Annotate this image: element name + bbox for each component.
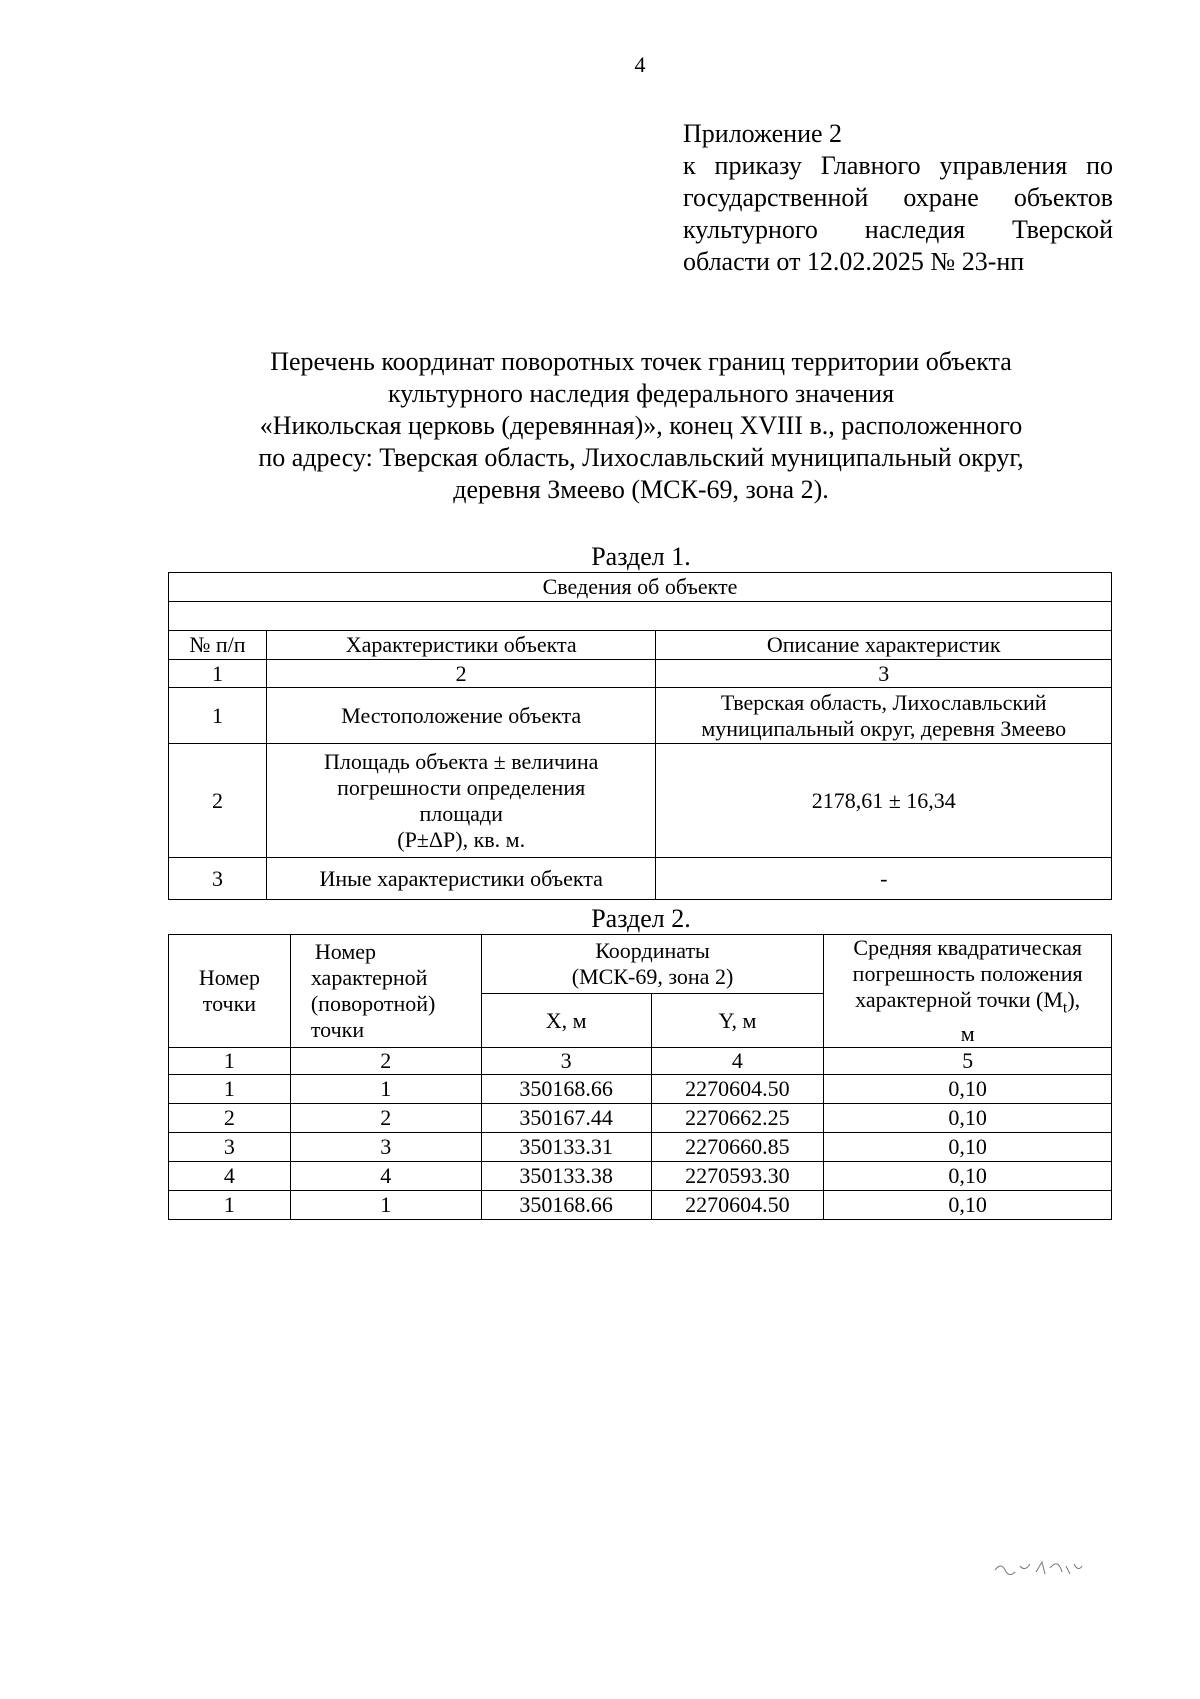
row-characteristic: Иные характеристики объекта [266, 858, 656, 900]
title-line-3: «Никольская церковь (деревянная)», конец XVIII в., расположенного [259, 411, 1023, 440]
cell-char-point: 2 [290, 1104, 481, 1133]
header-char-point [290, 935, 481, 1048]
characteristic-line: (P±ΔP), кв. м. [397, 826, 526, 852]
header-line: Средняя квадратическая [853, 935, 1082, 960]
header-line: точки [310, 1017, 365, 1043]
cell-char-point: 4 [290, 1162, 481, 1191]
title-line-5: деревня Змеево (МСК-69, зона 2). [453, 475, 829, 504]
header-y: Y, м [651, 994, 824, 1048]
numbering-cell: 4 [651, 1048, 824, 1075]
table-row [169, 1162, 1112, 1191]
header-line: Координаты [595, 938, 710, 964]
cell-char-point: 1 [290, 1075, 481, 1104]
cell-char-point: 3 [290, 1133, 481, 1162]
title-line-1: Перечень координат поворотных точек границ территории объекта [270, 347, 1012, 376]
title-line-2: культурного наследия федерального значения [387, 379, 895, 408]
characteristic-line: Площадь объекта ± величина [324, 748, 599, 774]
error-subscript: t [1062, 999, 1068, 1017]
cell-error: 0,10 [824, 1191, 1112, 1220]
header-line: (поворотной) [310, 991, 436, 1017]
numbering-cell: 2 [266, 660, 656, 688]
row-num: 1 [169, 688, 267, 744]
header-line: (МСК-69, зона 2) [571, 964, 734, 990]
numbering-cell: 3 [481, 1048, 651, 1075]
section1-empty-row [169, 602, 1112, 631]
title-line-4: по адресу: Тверская область, Лихославльский муниципальный округ, [258, 443, 1024, 472]
numbering-cell: 2 [290, 1048, 481, 1075]
cell-y: 2270593.30 [651, 1162, 824, 1191]
cell-point: 4 [169, 1162, 291, 1191]
header-point-number: Номер точки [169, 935, 291, 1048]
table-row [169, 1191, 1112, 1220]
numbering-cell: 3 [656, 660, 1112, 688]
section1-table [168, 572, 1112, 900]
cell-point: 3 [169, 1133, 291, 1162]
cell-y: 2270660.85 [651, 1133, 824, 1162]
header-x: X, м [481, 994, 651, 1048]
header-line [828, 987, 1107, 1021]
numbering-cell: 1 [169, 660, 267, 688]
table-row [169, 744, 1112, 858]
header-line: погрешность положения [852, 961, 1083, 986]
appendix-title: Приложение 2 [683, 119, 843, 148]
cell-x: 350168.66 [481, 1075, 651, 1104]
header-error [824, 935, 1112, 1048]
cell-error: 0,10 [824, 1162, 1112, 1191]
numbering-cell: 1 [169, 1048, 291, 1075]
header-characteristic: Характеристики объекта [266, 631, 656, 660]
appendix-block [683, 118, 1113, 278]
document-title [160, 346, 1122, 506]
appendix-body: к приказу Главного управления по государственной охране объектов культурного наследия Тверской области от 12.02.2025 № 23-нп [683, 151, 1113, 276]
cell-point: 2 [169, 1104, 291, 1133]
row-num: 2 [169, 744, 267, 858]
row-description: - [656, 858, 1112, 900]
cell-char-point: 1 [290, 1191, 481, 1220]
section2-table [168, 934, 1112, 1220]
cell-y: 2270604.50 [651, 1191, 824, 1220]
table-row [169, 1133, 1112, 1162]
cell-x: 350133.38 [481, 1162, 651, 1191]
cell-error: 0,10 [824, 1104, 1112, 1133]
header-description: Описание характеристик [656, 631, 1112, 660]
section2-heading: Раздел 2. [591, 904, 691, 933]
row-characteristic: Местоположение объекта [266, 688, 656, 744]
header-coordinates [481, 935, 824, 994]
section1-caption: Сведения об объекте [169, 573, 1112, 602]
page-number: 4 [634, 52, 646, 77]
characteristic-line: площади [419, 800, 503, 826]
cell-error: 0,10 [824, 1133, 1112, 1162]
header-line: м [960, 1021, 975, 1047]
table-row [169, 688, 1112, 744]
table-row [169, 1104, 1112, 1133]
cell-point: 1 [169, 1191, 291, 1220]
row-characteristic [266, 744, 656, 858]
header-line: Номер [314, 939, 376, 965]
numbering-cell: 5 [824, 1048, 1112, 1075]
error-label-end: ), [1067, 987, 1081, 1012]
cell-y: 2270604.50 [651, 1075, 824, 1104]
error-label: характерной точки (M [855, 987, 1063, 1012]
characteristic-line: погрешности определения [337, 774, 586, 800]
header-line: характерной [310, 965, 428, 991]
cell-error: 0,10 [824, 1075, 1112, 1104]
scan-scribble [990, 1548, 1090, 1588]
section1-heading: Раздел 1. [591, 542, 691, 571]
cell-x: 350133.31 [481, 1133, 651, 1162]
cell-y: 2270662.25 [651, 1104, 824, 1133]
table-row [169, 1075, 1112, 1104]
cell-point: 1 [169, 1075, 291, 1104]
cell-x: 350168.66 [481, 1191, 651, 1220]
row-description: 2178,61 ± 16,34 [656, 744, 1112, 858]
table-row [169, 858, 1112, 900]
header-num: № п/п [169, 631, 267, 660]
row-num: 3 [169, 858, 267, 900]
cell-x: 350167.44 [481, 1104, 651, 1133]
row-description: Тверская область, Лихославльский муниципальный округ, деревня Змеево [656, 688, 1112, 744]
